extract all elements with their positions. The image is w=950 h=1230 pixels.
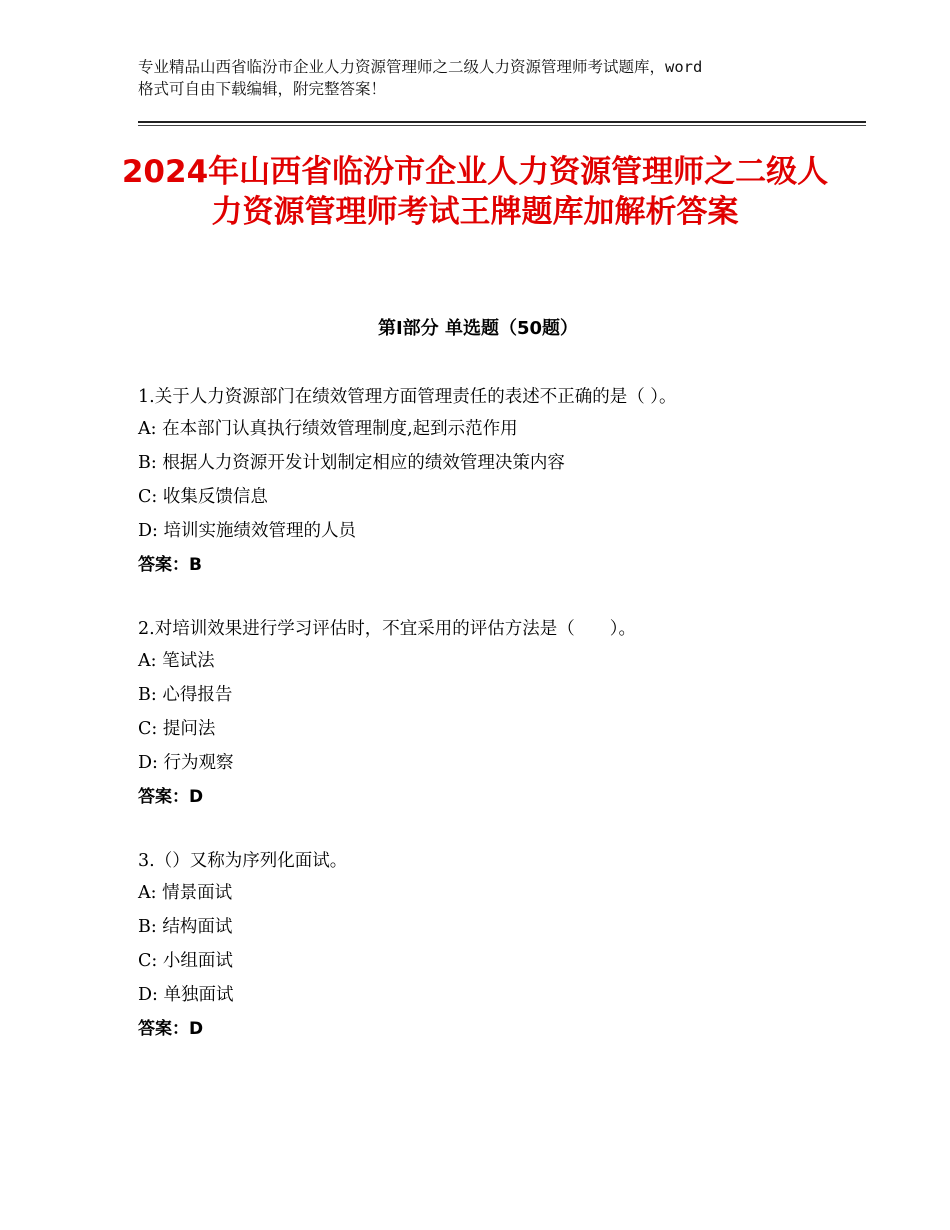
question-item <box>138 846 838 1046</box>
header-note-line: 格式可自由下载编辑，附完整答案！ <box>138 80 387 98</box>
section-heading: 第Ⅰ部分 单选题（50题） <box>377 318 578 339</box>
question-option: D: 单独面试 <box>138 985 234 1005</box>
question-option: D: 培训实施绩效管理的人员 <box>138 521 356 541</box>
header-divider-thick <box>138 121 866 123</box>
question-option: C: 收集反馈信息 <box>138 487 268 507</box>
question-answer: 答案：B <box>138 555 202 575</box>
question-option: A: 在本部门认真执行绩效管理制度,起到示范作用 <box>138 419 518 439</box>
question-item <box>138 614 838 814</box>
header-note <box>138 56 818 100</box>
question-option: A: 情景面试 <box>138 883 233 903</box>
question-option: B: 结构面试 <box>138 917 233 937</box>
header-divider-thin <box>138 125 866 126</box>
question-option: C: 提问法 <box>138 719 216 739</box>
question-list <box>138 382 838 1078</box>
header-note-line: 专业精品山西省临汾市企业人力资源管理师之二级人力资源管理师考试题库，word <box>138 58 703 76</box>
question-stem: 3.（）又称为序列化面试。 <box>138 851 348 871</box>
question-option: A: 笔试法 <box>138 651 215 671</box>
question-stem: 1.关于人力资源部门在绩效管理方面管理责任的表述不正确的是（ ）。 <box>138 387 677 407</box>
question-option: C: 小组面试 <box>138 951 233 971</box>
question-answer: 答案：D <box>138 787 204 807</box>
document-title: 2024年山西省临汾市企业人力资源管理师之二级人力资源管理师考试王牌题库加解析答案 <box>121 154 829 230</box>
question-answer: 答案：D <box>138 1019 204 1039</box>
question-option: B: 根据人力资源开发计划制定相应的绩效管理决策内容 <box>138 453 565 473</box>
question-option: B: 心得报告 <box>138 685 233 705</box>
question-option: D: 行为观察 <box>138 753 234 773</box>
question-stem: 2.对培训效果进行学习评估时，不宜采用的评估方法是（ ）。 <box>138 619 636 639</box>
question-item <box>138 382 838 582</box>
